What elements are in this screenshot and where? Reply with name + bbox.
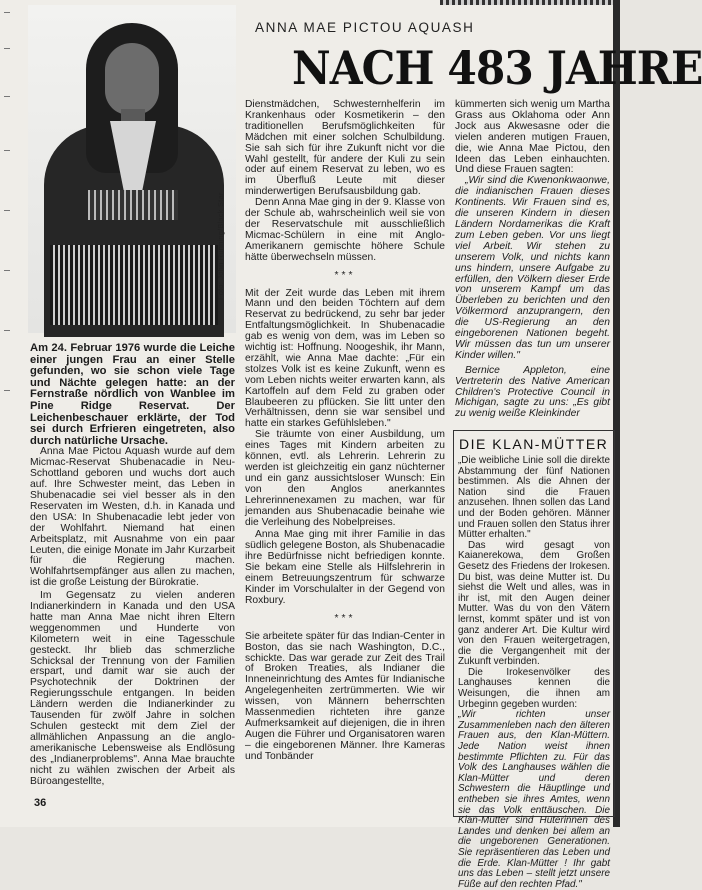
sidebar-text — [458, 456, 610, 890]
margin-mark — [4, 270, 10, 271]
paragraph: Das wird gesagt von Kaianerekowa, dem Großen Gesetz des Friedens der Irokesen. Du bist, was deine Mutter ist. Du siehst die Welt und alles, was in ihr ist, mit den Augen deiner Mutter. Was du von den Vätern lernst, kommt später und ist von ganz anderer Art. Die Kultur wird von den Frauen weitergetragen, die die Vergangenheit mit der Zukunft verbinden. — [458, 539, 610, 668]
column-3 — [455, 100, 610, 420]
page-number: 36 — [34, 797, 47, 809]
paragraph: Mit der Zeit wurde das Leben mit ihrem Mann und den beiden Töchtern auf dem Reservat zu bedrückend, zu sehr bar jeder Entfaltungsmöglichkeit. In Shubenacadie gab es wenig von dem, was im Leben so wichtig ist: Hoffnung. Noogeshik, ihr Mann, erzählt, wie Anna Mae dachte: „Für ein stolzes Volk ist es keine Zukunft, wenn es vom Leben nichts weiter erwarten kann, als Kartoffeln auf dem Feld zu graben oder Blaubeeren zu pflücken. Sie litt unter den Verhältnissen, denn sie war sensibel und hatte ein starkes Gefühlsleben." — [245, 287, 445, 430]
margin-mark — [4, 210, 10, 211]
paragraph: Anna Mae ging mit ihrer Familie in das südlich gelegene Boston, als Shubenacadie ihre Bedürfnisse nicht befriedigen konnte. Sie bekam eine Stelle als Hilfslehrerin in einem Betreuungszentrum für schwarze Kinder im Vorschulalter in der Gegend von Roxbury. — [245, 529, 445, 606]
margin-mark — [4, 12, 10, 13]
sidebar-title: DIE KLAN-MÜTTER — [459, 436, 609, 452]
paragraph: kümmerten sich wenig um Martha Grass aus Oklahoma oder Ann Jock aus Akwesasne oder die vielen anderen mutigen Frauen, die, wie Anna Mae Pictou, den Ideen das Leben einhauchten. Und diese Frauen sagten: — [455, 99, 610, 176]
article-headline: NACH 483 JAHRE — [292, 41, 702, 95]
margin-mark — [4, 390, 10, 391]
section-divider: *** — [334, 269, 356, 281]
paragraph: Die Irokesenvölker des Langhauses kennen die Weisungen, die ihnen am Urbeginn gegeben wurden: — [458, 666, 610, 710]
paragraph: Denn Anna Mae ging in der 9. Klasse von der Schule ab, wahrscheinlich weil sie von der Reservatschule mit ausschließlich Micmac-Schülern in eine mit Anglo-Amerikanern gemischte höhere Schule hätte überwechseln müssen. — [245, 197, 445, 263]
quote-text: „Wir sind die Kwenonkwaonwe, die indianischen Frauen dieses Kontinents. Wir Frauen sind es, die unseren Kindern in diesen Ländern Nordamerikas die Kraft zum Leben geben. Vor uns liegt viel Arbeit. Wir stehen zu unserem Volk, und nichts kann uns hindern, unsere Aufgabe zu erfüllen, den Völkern dieser Erde von unserem Kampf um das Überleben zu berichten und den Völkermord anzuprangern, den die US-Regierung an den eingeborenen Nationen begeht. Wir müssen das tun um unserer Kinder willen." — [455, 175, 610, 361]
margin-mark — [4, 330, 10, 331]
photo-beadwork — [88, 190, 178, 220]
paragraph: Anna Mae Pictou Aquash wurde auf dem Micmac-Reservat Shubenacadie in Neu-Schottland geboren und wuchs dort auch auf. Ihre Schwester meint, das Leben in Shubenacadie sei viel besser als in den Reservaten im Westen, d.h. in Kanada und den USA: In Shubenacadie lebt jeder von der Wohlfahrt. Niemand hat einen Arbeitsplatz, mit Ausnahme von ein paar Leuten, die einige Monate im Jahr Kurzarbeit für die Regierung machen. Wohlfahrtsempfänger aus allen zu machen, ist die große Leistung der Bürokratie. — [30, 446, 235, 589]
photo-fringe — [50, 245, 218, 325]
paragraph: Dienstmädchen, Schwesternhelferin im Krankenhaus oder Kosmetikerin – den traditionellen Berufsmöglichkeiten für Mädchen mit einer solchen Schulbildung. Sie sah sich für ihre Zukunft nicht vor die Wahl gestellt, für andere der Kuli zu sein oder auf einem Reservat zu leben, wo es im Überfluß Leute mit dieser minderwertigen Berufsausbildung gab. — [245, 99, 445, 198]
paragraph: „Die weibliche Linie soll die direkte Abstammung der fünf Nationen bestimmen. Als die Ahnen der Nation sind die Frauen anzusehen. Ihnen sollen das Land und der Boden gehören. Männer und Frauen sollen den Status ihrer Mütter erhalten." — [458, 455, 610, 541]
photo-credit: Foto: John Running/Black Star — [216, 192, 225, 300]
margin-mark — [4, 96, 10, 97]
column-2 — [245, 100, 445, 763]
paragraph: Sie träumte von einer Ausbildung, um eines Tages mit Kindern arbeiten zu können, evtl. als Lehrerin. Lehrerin zu werden ist gleichzeitig ein ganz nüchterner und ein ganz aussichtsloser Wunsch: Ein von den Anglos anerkanntes Lehrerinnenexamen zu machen, war für jemanden aus Shubenacadie beinahe wie die Verleihung des Nobelpreises. — [245, 429, 445, 528]
section-divider: *** — [334, 612, 356, 624]
quote-paragraph — [458, 710, 610, 890]
paragraph-text: Bernice Appleton, eine Vertreterin des Native American Children's Protective Council in Michigan, sagte zu uns: „Es gibt zu wenig weiße Kleinkinder — [455, 364, 610, 420]
margin-mark — [4, 150, 10, 151]
quote-text: „Wir richten unser Zusammenleben nach den älteren Frauen aus, den Klan-Müttern. Jede Nation weist ihnen bestimmte Pflichten zu. Für das Volk des Langhauses wählen die Klan-Mütter und deren Schwestern die Häuptlinge und entheben sie ihres Amtes, wenn sie das Volk enttäuschen. Die Klan-Mütter sind Hüterinnen des Landes und denken bei allem an die ungeborenen Generationen. Sie repräsentieren das Leben und die Erde. Klan-Mütter ! Ihr gabt uns das Leben – stellt jetzt unsere Füße auf den rechten Pfad." — [458, 709, 610, 890]
photo-face — [105, 43, 159, 115]
margin-mark — [4, 48, 10, 49]
quote-paragraph — [455, 176, 610, 361]
paragraph: Sie arbeitete später für das Indian-Center in Boston, das sie nach Washington, D.C., schickte. Das war gerade zur Zeit des Trail of Broken Treaties, als Indianer die Inneneinrichtung des Amtes für Indianische Angelegenheiten zertrümmerten. Wie wir wissen, von Männern beherrschten Massenmedien richteten ihre ganze Aufmerksamkeit auf diejenigen, die in ihren Augen die Führer und Organisatoren waren – die eingeborenen Männer. Ihre Kameras und Tonbänder — [245, 630, 445, 762]
lead-paragraph: Am 24. Februar 1976 wurde die Leiche einer jungen Frau an einer Stelle gefunden, wo sie schon viele Tage und Nächte gelegen hatte: an der Fernstraße nördlich von Wanblee im Pine Ridge Reservat. Der Leichenbeschauer erklärte, der Tod sei durch Erfrieren eingetreten, also durch natürliche Ursache. — [30, 342, 235, 447]
article-author: ANNA MAE PICTOU AQUASH — [255, 20, 475, 35]
paragraph — [455, 366, 610, 421]
paragraph: Im Gegensatz zu vielen anderen Indianerkindern in Kanada und den USA hatte man Anna Mae nicht ihren Eltern weggenommen und Hunderte von Kilometern weit in eine Tagesschule gesteckt. Ihr blieb das schmerzliche Schicksal der Trennung von der Familien erspart, und damit war sie auch der Psychotechnik der Doktrinen der Regierungsschule entgangen. In beiden Ländern werden die Indianerkinder zu Tausenden für zwölf Jahre in solchen Schulen gesteckt mit dem Ziel der allmählichen Anpassung an die anglo-amerikanische Lebensweise als Endlösung des „Indianerproblems". Anna Mae brauchte nicht zu wählen zwischen der Arbeit als Büroangestellte, — [30, 590, 235, 787]
scan-edge-marks — [440, 0, 620, 5]
portrait-photo — [28, 5, 236, 333]
column-1 — [30, 343, 235, 787]
